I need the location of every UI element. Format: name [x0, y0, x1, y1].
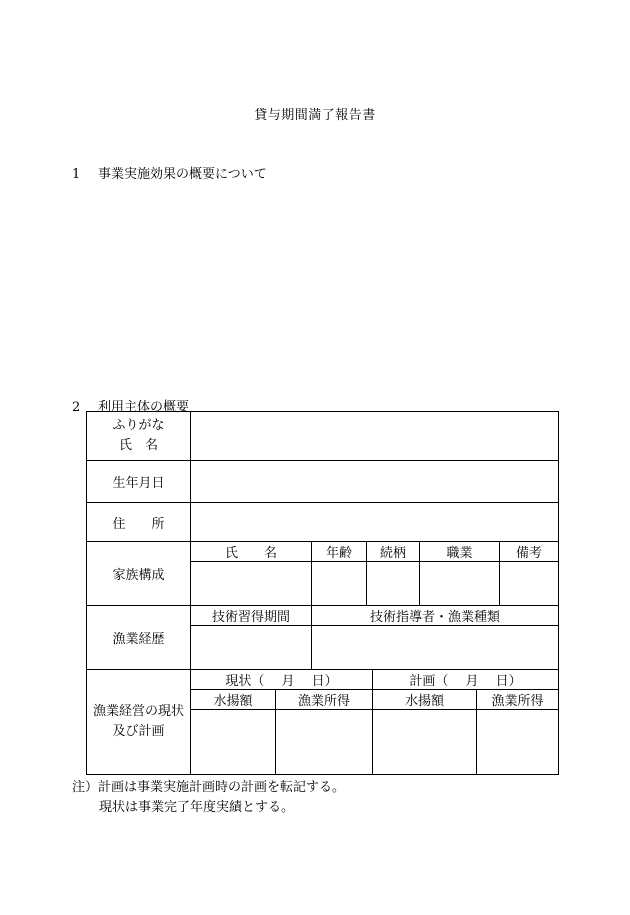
user-overview-table: [86, 411, 559, 775]
family-header-name: 氏 名: [191, 542, 312, 562]
family-label: 家族構成: [87, 542, 191, 606]
family-age-cell[interactable]: [312, 562, 367, 606]
birthdate-row: [87, 461, 559, 503]
plan-landing-cell[interactable]: [373, 710, 477, 775]
status-header-row: [87, 670, 559, 690]
status-label-line2: 及び計画: [112, 724, 165, 739]
birthdate-label: 生年月日: [87, 461, 191, 503]
status-current-header: 現状（ 月 日）: [191, 670, 373, 690]
document-title: 貸与期間満了報告書: [254, 108, 376, 123]
current-income-cell[interactable]: [276, 710, 373, 775]
birthdate-value-cell[interactable]: [191, 461, 559, 503]
career-header-period: 技術習得期間: [191, 606, 312, 626]
family-remarks-cell[interactable]: [500, 562, 559, 606]
family-header-age: 年齢: [312, 542, 367, 562]
address-label: 住 所: [87, 503, 191, 542]
address-row: [87, 503, 559, 542]
career-instructor-cell[interactable]: [312, 626, 559, 670]
section-1-number: 1: [72, 167, 81, 182]
section-2-number: 2: [72, 400, 81, 415]
plan-landing-header: 水揚額: [373, 690, 477, 710]
plan-income-cell[interactable]: [477, 710, 559, 775]
footnote-line-2: 現状は事業完了年度実績とする。: [99, 800, 295, 815]
family-header-row: [87, 542, 559, 562]
address-value-cell[interactable]: [191, 503, 559, 542]
plan-income-header: 漁業所得: [477, 690, 559, 710]
status-label-line1: 漁業経営の現状: [92, 704, 184, 719]
name-value-cell[interactable]: [191, 412, 559, 461]
footnote-line-1: 注）計画は事業実施計画時の計画を転記する。: [72, 780, 346, 795]
career-label: 漁業経歴: [87, 606, 191, 670]
name-label-cell: [87, 412, 191, 461]
family-header-relation: 続柄: [367, 542, 420, 562]
footnote: [72, 778, 345, 818]
section-2-label: 利用主体の概要: [98, 400, 190, 415]
career-header-instructor: 技術指導者・漁業種類: [312, 606, 559, 626]
career-header-row: [87, 606, 559, 626]
family-header-remarks: 備考: [500, 542, 559, 562]
family-relation-cell[interactable]: [367, 562, 420, 606]
family-header-occupation: 職業: [420, 542, 500, 562]
family-name-cell[interactable]: [191, 562, 312, 606]
section-1-heading: [72, 163, 267, 182]
current-landing-header: 水揚額: [191, 690, 276, 710]
status-plan-header: 計画（ 月 日）: [373, 670, 559, 690]
furigana-label: ふりがな: [112, 418, 165, 433]
name-label: 氏 名: [118, 438, 158, 453]
current-income-header: 漁業所得: [276, 690, 373, 710]
section-1-label: 事業実施効果の概要について: [98, 167, 267, 182]
current-landing-cell[interactable]: [191, 710, 276, 775]
family-occupation-cell[interactable]: [420, 562, 500, 606]
name-row: [87, 412, 559, 461]
status-label-cell: [87, 670, 191, 775]
career-period-cell[interactable]: [191, 626, 312, 670]
